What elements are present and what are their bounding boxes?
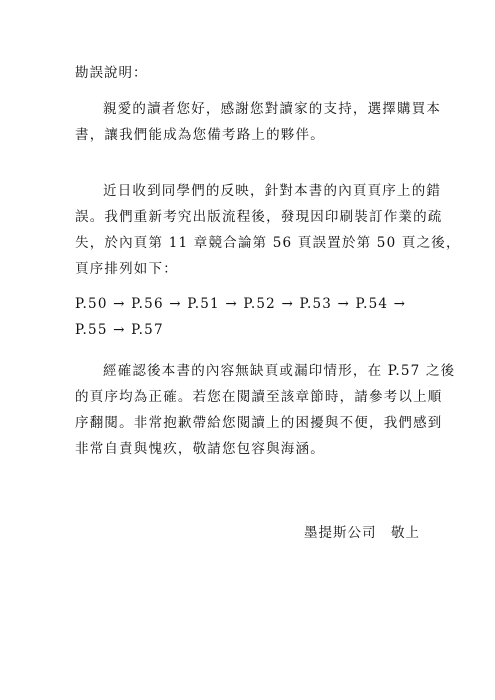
text-line: 親愛的讀者您好，感謝您對讀家的支持，選擇購買本: [103, 101, 442, 117]
paragraph-greeting: [75, 96, 442, 148]
text-line: P.55 → P.57: [75, 322, 164, 338]
text-line: 失，於內頁第 11 章競合論第 56 頁誤置於第 50 頁之後，: [75, 235, 461, 251]
text-line: 誤。我們重新考究出版流程後，發現因印刷裝訂作業的疏: [75, 209, 443, 225]
paragraph-apology: [75, 358, 456, 462]
paragraph-page-order: [75, 291, 421, 343]
heading-errata-notice: 勘誤說明：: [75, 65, 148, 81]
text-line: 近日收到同學們的反映，針對本書的內頁頁序上的錯: [103, 183, 442, 199]
text-line: 書，讓我們能成為您備考路上的夥伴。: [75, 127, 325, 143]
text-line: 非常自責與愧疚，敬請您包容與海涵。: [75, 441, 325, 457]
text-line: P.50 → P.56 → P.51 → P.52 → P.53 → P.54 →: [75, 296, 407, 312]
signature-company: 墨提斯公司 敬上: [304, 525, 420, 541]
text-line: 經確認後本書的內容無缺頁或漏印情形，在 P.57 之後: [103, 363, 456, 379]
paragraph-issue-description: [75, 178, 461, 282]
text-line: 序翻閱。非常抱歉帶給您閱讀上的困擾與不便，我們感到: [75, 415, 443, 431]
text-line: 頁序排列如下：: [75, 261, 178, 277]
text-line: 的頁序均為正確。若您在閱讀至該章節時，請參考以上順: [75, 389, 443, 405]
